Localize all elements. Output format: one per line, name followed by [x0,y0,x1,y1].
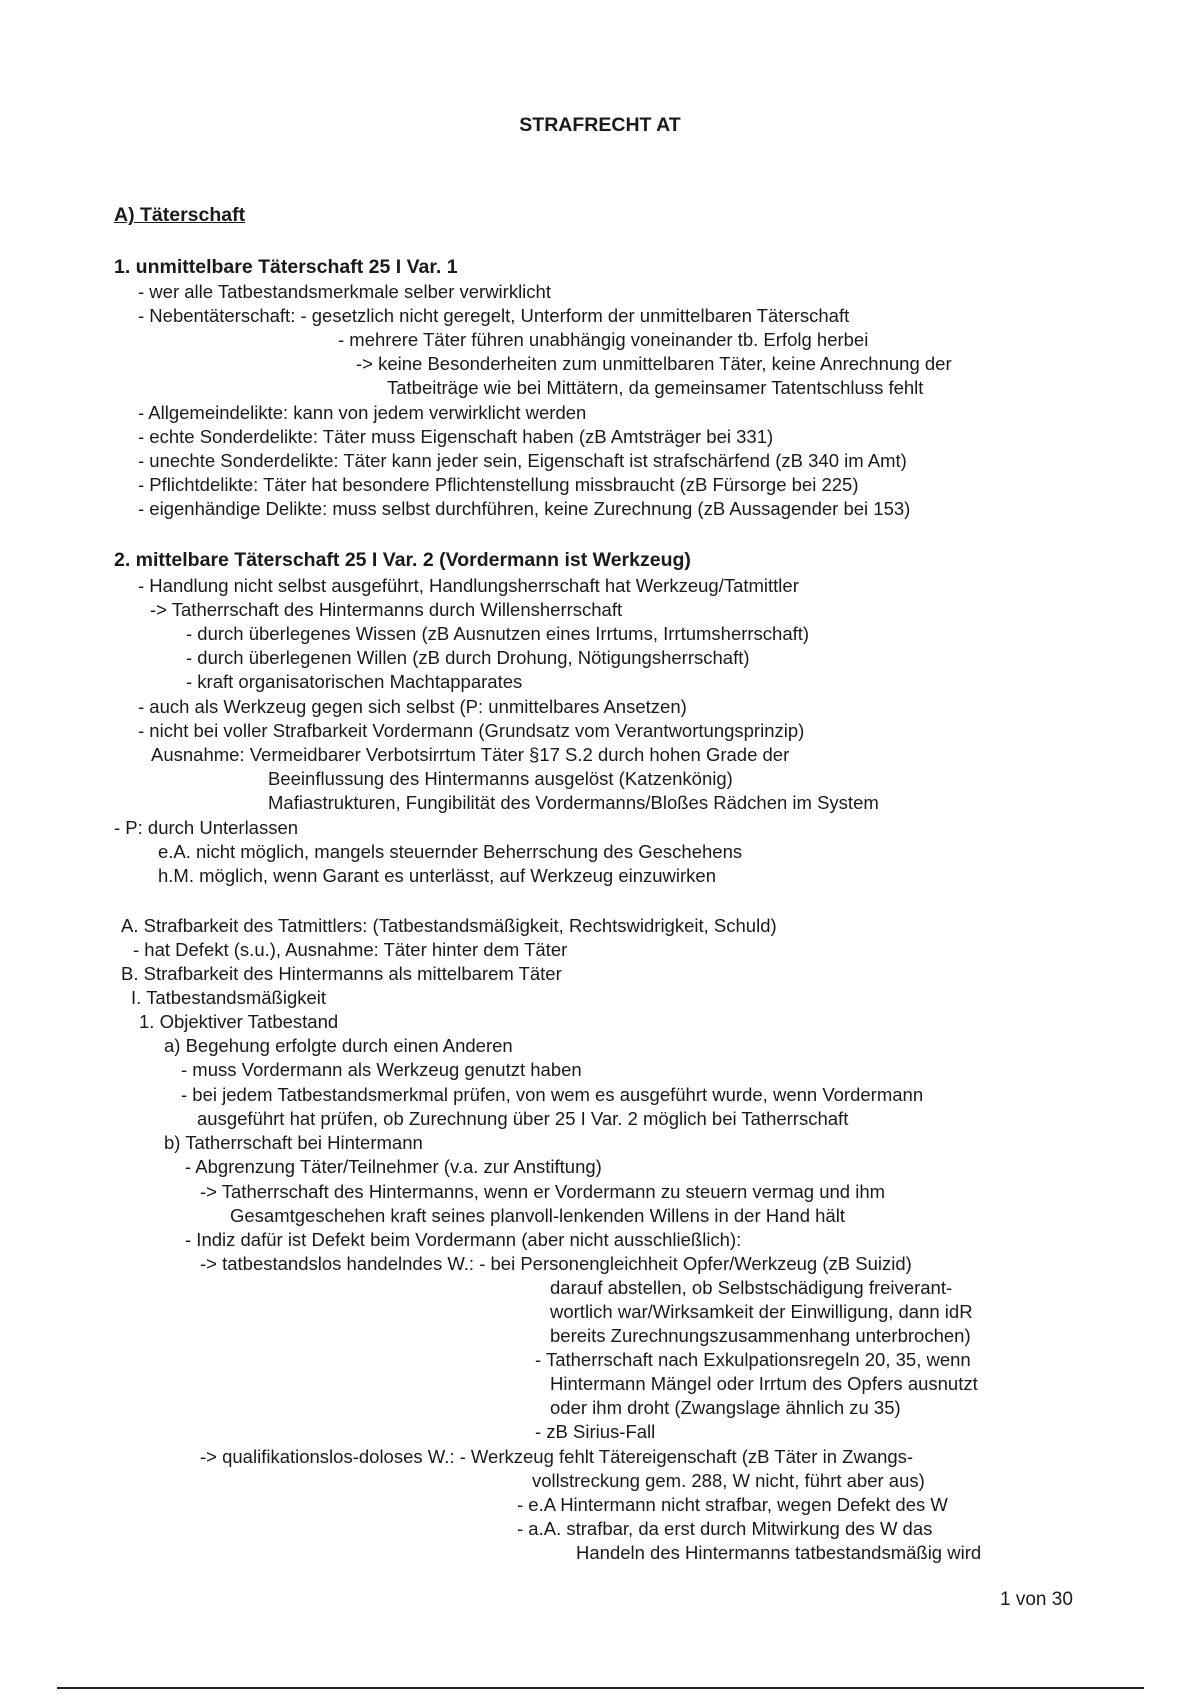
text-line: wortlich war/Wirksamkeit der Einwilligung, dann idR [550,1301,973,1322]
text-line: - hat Defekt (s.u.), Ausnahme: Täter hinter dem Täter [133,939,568,960]
text-line: a) Begehung erfolgte durch einen Anderen [164,1035,513,1056]
text-line: vollstreckung gem. 288, W nicht, führt aber aus) [532,1470,925,1491]
text-line: - wer alle Tatbestandsmerkmale selber verwirklicht [138,281,551,302]
text-line: - Allgemeindelikte: kann von jedem verwirklicht werden [138,402,587,423]
text-line: b) Tatherrschaft bei Hintermann [164,1132,423,1153]
text-line: darauf abstellen, ob Selbstschädigung freiverant- [550,1277,953,1298]
text-line: - muss Vordermann als Werkzeug genutzt haben [181,1059,582,1080]
text-line: - eigenhändige Delikte: muss selbst durchführen, keine Zurechnung (zB Aussagender bei 153) [138,498,911,519]
text-line: - Handlung nicht selbst ausgeführt, Handlungsherrschaft hat Werkzeug/Tatmittler [138,575,799,596]
text-line: -> qualifikationslos-doloses W.: - Werkzeug fehlt Tätereigenschaft (zB Täter in Zwangs- [200,1446,914,1467]
text-line: 1. Objektiver Tatbestand [139,1011,339,1032]
text-line: Handeln des Hintermanns tatbestandsmäßig wird [576,1542,982,1563]
text-line: oder ihm droht (Zwangslage ähnlich zu 35) [550,1397,901,1418]
text-line: -> keine Besonderheiten zum unmittelbaren Täter, keine Anrechnung der [356,353,952,374]
text-line: -> Tatherrschaft des Hintermanns, wenn er Vordermann zu steuern vermag und ihm [200,1181,886,1202]
subheading-unmittelbare: 1. unmittelbare Täterschaft 25 I Var. 1 [114,256,458,278]
section-heading: A) Täterschaft [114,204,246,226]
text-line: A. Strafbarkeit des Tatmittlers: (Tatbestandsmäßigkeit, Rechtswidrigkeit, Schuld) [121,915,777,936]
text-line: e.A. nicht möglich, mangels steuernder Beherrschung des Geschehens [158,841,743,862]
text-line: - durch überlegenes Wissen (zB Ausnutzen eines Irrtums, Irrtumsherrschaft) [186,623,810,644]
text-line: Hintermann Mängel oder Irrtum des Opfers ausnutzt [550,1373,978,1394]
text-line: - Pflichtdelikte: Täter hat besondere Pflichtenstellung missbraucht (zB Fürsorge bei 225) [138,474,859,495]
text-line: - e.A Hintermann nicht strafbar, wegen Defekt des W [517,1494,948,1515]
text-line: - Abgrenzung Täter/Teilnehmer (v.a. zur Anstiftung) [185,1156,602,1177]
text-line: - zB Sirius-Fall [535,1421,656,1442]
text-line: -> tatbestandslos handelndes W.: - bei Personengleichheit Opfer/Werkzeug (zB Suizid) [200,1253,912,1274]
text-line: - nicht bei voller Strafbarkeit Vordermann (Grundsatz vom Verantwortungsprinzip) [138,720,805,741]
text-line: Gesamtgeschehen kraft seines planvoll-lenkenden Willens in der Hand hält [230,1205,845,1226]
text-line: Ausnahme: Vermeidbarer Verbotsirrtum Täter §17 S.2 durch hohen Grade der [151,744,790,765]
footer-divider [57,1687,1144,1689]
text-line: I. Tatbestandsmäßigkeit [131,987,327,1008]
text-line: Tatbeiträge wie bei Mittätern, da gemeinsamer Tatentschluss fehlt [387,377,924,398]
text-line: - a.A. strafbar, da erst durch Mitwirkung des W das [517,1518,933,1539]
text-line: - auch als Werkzeug gegen sich selbst (P: unmittelbares Ansetzen) [138,696,687,717]
text-line: - durch überlegenen Willen (zB durch Drohung, Nötigungsherrschaft) [186,647,750,668]
text-line: - P: durch Unterlassen [114,817,299,838]
text-line: - bei jedem Tatbestandsmerkmal prüfen, von wem es ausgeführt wurde, wenn Vordermann [181,1084,924,1105]
page-title: STRAFRECHT AT [519,114,681,136]
text-line: - Nebentäterschaft: - gesetzlich nicht geregelt, Unterform der unmittelbaren Täterschaft [138,305,850,326]
text-line: - kraft organisatorischen Machtapparates [186,671,523,692]
text-line: h.M. möglich, wenn Garant es unterlässt, auf Werkzeug einzuwirken [158,865,716,886]
subheading-mittelbare: 2. mittelbare Täterschaft 25 I Var. 2 (Vordermann ist Werkzeug) [114,549,691,571]
page-number: 1 von 30 [1000,1589,1073,1610]
text-line: bereits Zurechnungszusammenhang unterbrochen) [550,1325,971,1346]
text-line: - mehrere Täter führen unabhängig voneinander tb. Erfolg herbei [338,329,869,350]
text-line: Beeinflussung des Hintermanns ausgelöst (Katzenkönig) [268,768,733,789]
text-line: Mafiastrukturen, Fungibilität des Vordermanns/Bloßes Rädchen im System [268,792,879,813]
text-line: ausgeführt hat prüfen, ob Zurechnung über 25 I Var. 2 möglich bei Tatherrschaft [197,1108,849,1129]
text-line: - echte Sonderdelikte: Täter muss Eigenschaft haben (zB Amtsträger bei 331) [138,426,774,447]
text-line: B. Strafbarkeit des Hintermanns als mittelbarem Täter [121,963,562,984]
text-line: - Indiz dafür ist Defekt beim Vordermann (aber nicht ausschließlich): [185,1229,742,1250]
text-line: -> Tatherrschaft des Hintermanns durch Willensherrschaft [150,599,623,620]
text-line: - unechte Sonderdelikte: Täter kann jeder sein, Eigenschaft ist strafschärfend (zB 340 im Amt) [138,450,907,471]
text-line: - Tatherrschaft nach Exkulpationsregeln 20, 35, wenn [535,1349,971,1370]
